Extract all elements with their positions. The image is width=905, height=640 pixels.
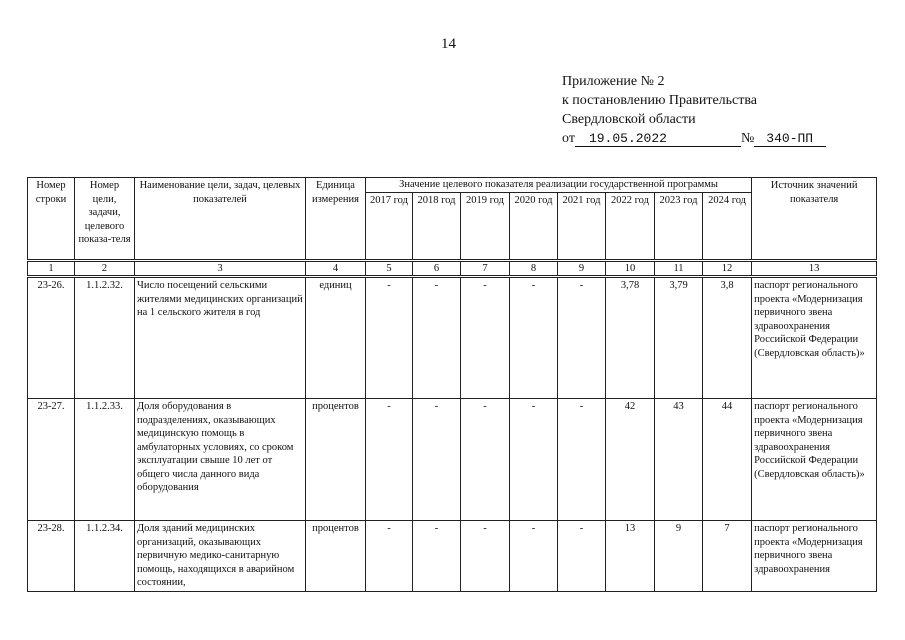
- value-2022: 13: [606, 521, 655, 592]
- row-number: 23-28.: [28, 521, 75, 592]
- value-2021: -: [558, 399, 606, 521]
- resolution-number: 340-ПП: [754, 131, 826, 147]
- value-2021: -: [558, 521, 606, 592]
- column-numbers-row: [28, 261, 877, 277]
- goal-number: 1.1.2.33.: [75, 399, 135, 521]
- page-number: 14: [441, 36, 456, 52]
- row-number: 23-26.: [28, 277, 75, 399]
- column-number: 11: [655, 261, 703, 277]
- value-2018: -: [413, 277, 461, 399]
- header-year-2019: 2019 год: [461, 193, 510, 261]
- appendix-block: [562, 72, 826, 148]
- appendix-region: Свердловской области: [562, 112, 696, 127]
- column-number: 5: [366, 261, 413, 277]
- value-2017: -: [366, 521, 413, 592]
- row-number: 23-27.: [28, 399, 75, 521]
- table-row: [28, 521, 877, 592]
- column-number: 13: [752, 261, 877, 277]
- column-number: 7: [461, 261, 510, 277]
- value-2023: 43: [655, 399, 703, 521]
- column-number: 4: [306, 261, 366, 277]
- column-number: 12: [703, 261, 752, 277]
- resolution-date: 19.05.2022: [575, 131, 741, 147]
- column-number: 8: [510, 261, 558, 277]
- indicator-source: паспорт регионального проекта «Модернизация первичного звена здравоохранения Российской Федерации (Свердловская область)»: [752, 399, 877, 521]
- table-row: [28, 277, 877, 399]
- value-2022: 3,78: [606, 277, 655, 399]
- appendix-title: Приложение № 2: [562, 74, 665, 89]
- value-2022: 42: [606, 399, 655, 521]
- header-year-2017: 2017 год: [366, 193, 413, 261]
- header-goal-number: Номер цели, задачи, целевого показа-теля: [75, 178, 135, 261]
- date-prefix: от: [562, 131, 575, 146]
- header-year-2021: 2021 год: [558, 193, 606, 261]
- indicator-unit: единиц: [306, 277, 366, 399]
- appendix-resolution: к постановлению Правительства: [562, 93, 758, 108]
- header-values-group: Значение целевого показателя реализации государственной программы: [366, 178, 752, 193]
- header-unit: Единица измерения: [306, 178, 366, 261]
- indicator-source: паспорт регионального проекта «Модернизация первичного звена здравоохранения: [752, 521, 877, 592]
- header-year-2023: 2023 год: [655, 193, 703, 261]
- value-2023: 3,79: [655, 277, 703, 399]
- header-year-2024: 2024 год: [703, 193, 752, 261]
- value-2019: -: [461, 277, 510, 399]
- header-year-2020: 2020 год: [510, 193, 558, 261]
- goal-number: 1.1.2.32.: [75, 277, 135, 399]
- column-number: 3: [135, 261, 306, 277]
- column-number: 1: [28, 261, 75, 277]
- value-2018: -: [413, 399, 461, 521]
- value-2017: -: [366, 277, 413, 399]
- table-row: [28, 399, 877, 521]
- goal-number: 1.1.2.34.: [75, 521, 135, 592]
- value-2020: -: [510, 399, 558, 521]
- number-prefix: №: [740, 131, 755, 146]
- appendix-date-line: [562, 129, 826, 148]
- value-2018: -: [413, 521, 461, 592]
- column-number: 6: [413, 261, 461, 277]
- column-number: 10: [606, 261, 655, 277]
- indicator-name: Доля оборудования в подразделениях, оказывающих медицинскую помощь в амбулаторных условиях, со сроком эксплуатации свыше 10 лет от общего числа данного вида оборудования: [135, 399, 306, 521]
- value-2017: -: [366, 399, 413, 521]
- column-number: 9: [558, 261, 606, 277]
- value-2020: -: [510, 521, 558, 592]
- indicator-unit: процентов: [306, 521, 366, 592]
- indicator-name: Доля зданий медицинских организаций, оказывающих первичную медико-санитарную помощь, находящихся в аварийном состоянии,: [135, 521, 306, 592]
- column-number: 2: [75, 261, 135, 277]
- indicator-source: паспорт регионального проекта «Модернизация первичного звена здравоохранения Российской Федерации (Свердловская область)»: [752, 277, 877, 399]
- header-row-number: Номер строки: [28, 178, 75, 261]
- indicators-table: [27, 177, 877, 592]
- value-2021: -: [558, 277, 606, 399]
- value-2024: 44: [703, 399, 752, 521]
- header-source: Источник значений показателя: [752, 178, 877, 261]
- header-name: Наименование цели, задач, целевых показателей: [135, 178, 306, 261]
- value-2019: -: [461, 521, 510, 592]
- value-2024: 7: [703, 521, 752, 592]
- indicator-unit: процентов: [306, 399, 366, 521]
- value-2020: -: [510, 277, 558, 399]
- indicator-name: Число посещений сельскими жителями медицинских организаций на 1 сельского жителя в год: [135, 277, 306, 399]
- header-year-2022: 2022 год: [606, 193, 655, 261]
- value-2019: -: [461, 399, 510, 521]
- value-2023: 9: [655, 521, 703, 592]
- value-2024: 3,8: [703, 277, 752, 399]
- header-year-2018: 2018 год: [413, 193, 461, 261]
